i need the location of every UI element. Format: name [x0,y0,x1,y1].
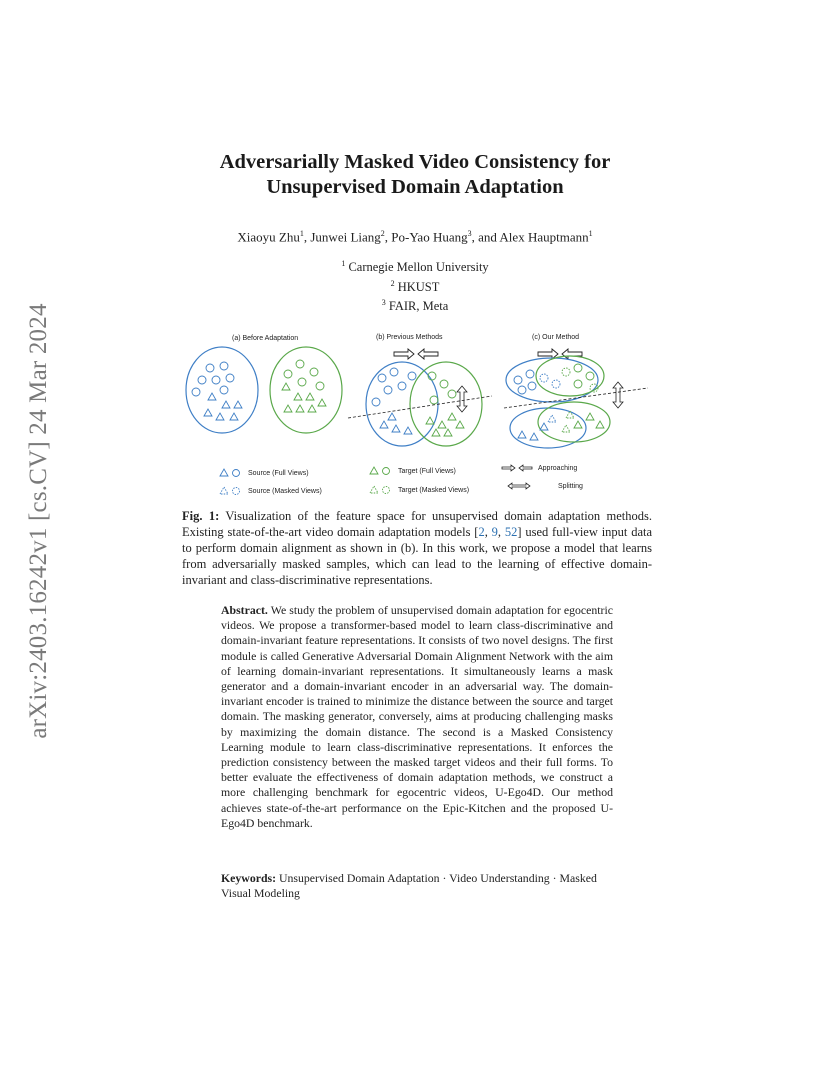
splitting-arrow-b [457,386,467,412]
panel-c-our-method [504,349,648,448]
target-domain-ellipse [270,347,342,433]
panel-a-before-adaptation [186,347,342,433]
author-name: Xiaoyu Zhu [237,229,300,245]
arxiv-id: arXiv:2403.16242v1 [cs.CV] 24 Mar 2024 [25,303,52,739]
paper-title [150,150,680,200]
abstract-text: We study the problem of unsupervised domain adaptation for egocentric videos. We propose a transformer-based model to learn class-discriminative and domain-invariant feature representations. It consists of two novel designs. The first module is called Generative Adversarial Domain Alignment Network with the aim of learning domain-invariant representations. It simultaneously learns a mask generator and a domain-invariant encoder in an adversarial way. The domain-invariant encoder is trained to minimize the distance between the source and target domain. The masking generator, conversely, aims at producing challenging masks by maximizing the domain distance. The second is a Masked Consistency Learning module to learn class-discriminative representations. It enforces the prediction consistency between the masked target videos and their full forms. To better evaluate the effectiveness of domain adaptation methods, we construct a more challenging benchmark for egocentric videos, U-Ego4D. Our method achieves state-of-the-art performance on the Epic-Kitchen and the proposed U-Ego4D benchmark. [221,603,613,830]
splitting-arrow-icon [508,483,530,489]
arxiv-sidebar-stamp [22,282,56,760]
splitting-arrow-c [613,382,623,408]
target-masked-circle-icon [383,487,390,494]
title-line-1: Adversarially Masked Video Consistency for [219,151,611,173]
citation-link[interactable]: 9 [491,525,498,539]
legend-target-masked: Target (Masked Views) [398,487,470,494]
source-masked-triangle-icon [220,487,228,494]
abstract [221,603,613,831]
target-masked-triangle-icon [370,486,378,493]
upper-class-cluster [506,358,598,402]
citation-bracket: [ [474,525,479,539]
source-masked-samples [540,374,560,422]
panel-b-previous-methods [348,349,492,446]
author-list [150,229,680,245]
legend-source-full: Source (Full Views) [248,470,309,477]
affiliation-item [250,276,580,296]
citation-separator: , [497,525,505,539]
citation-link[interactable]: 2 [478,525,485,539]
affiliation-item [250,295,580,315]
author-separator: , [384,229,392,245]
panel-title-c: (c) Our Method [532,334,580,341]
source-samples [514,370,548,440]
author-separator: , [303,229,311,245]
target-samples [426,372,464,436]
affiliation-name: HKUST [397,279,440,294]
source-full-circle-icon [233,470,240,477]
source-masked-circle-icon [233,488,240,495]
caption-label: Fig. 1: [182,509,220,523]
keywords [221,871,613,901]
abstract-label: Abstract. [221,603,268,617]
source-domain-ellipse [366,362,438,446]
source-samples [372,368,416,434]
citation-bracket: ] [517,525,522,539]
author-separator-and: , and [471,229,500,245]
target-full-circle-icon [383,468,390,475]
target-full-triangle-icon [370,467,378,474]
source-full-triangle-icon [220,469,228,476]
figure-legend [220,465,583,495]
figure-caption [182,508,652,588]
panel-title-a: (a) Before Adaptation [232,335,299,342]
decision-boundary [348,396,492,418]
approaching-arrow-icon [502,465,532,471]
source-samples [192,362,242,420]
citation-link[interactable]: 52 [504,525,518,539]
target-samples [282,360,326,412]
legend-target-full: Target (Full Views) [398,468,456,475]
panel-title-b: (b) Previous Methods [376,334,443,341]
affiliation-name: FAIR, Meta [388,299,449,314]
author-name: Alex Hauptmann [499,229,589,245]
affiliation-name: Carnegie Mellon University [348,260,489,275]
legend-source-masked: Source (Masked Views) [248,488,322,495]
author-name: Po-Yao Huang [391,229,468,245]
affiliation-number: 1 [341,259,346,268]
legend-splitting: Splitting [558,483,583,490]
citation-separator: , [484,525,492,539]
author-affiliation-mark: 1 [588,229,593,238]
caption-text-after: used full-view input data to perform domain alignment as shown in (b). In this work, we propose a model that learns from adversarially masked samples, which can lead to the learning of effective domain-invariant and class-discriminative representations. [182,525,653,587]
feature-space-figure [182,328,652,498]
approaching-arrows-c [538,349,582,359]
affiliation-list [250,256,580,315]
legend-approaching: Approaching [538,465,578,472]
target-masked-samples [562,368,598,432]
approaching-arrows-b [394,349,438,359]
affiliation-number: 2 [390,278,395,288]
author-affiliation-mark: 3 [467,229,472,238]
keywords-text: Unsupervised Domain Adaptation · Video Understanding · Masked Visual Modeling [221,871,597,901]
author-name: Junwei Liang [310,229,381,245]
caption-text-before: Visualization of the feature space for unsupervised domain adaptation methods. Existing state-of-the-art video domain adaptation models [182,509,652,539]
author-affiliation-mark: 1 [299,229,304,238]
affiliation-number: 3 [381,298,386,308]
affiliation-item [250,256,580,276]
title-line-2: Unsupervised Domain Adaptation [266,176,564,198]
keywords-label: Keywords: [221,871,277,885]
author-affiliation-mark: 2 [380,229,385,238]
